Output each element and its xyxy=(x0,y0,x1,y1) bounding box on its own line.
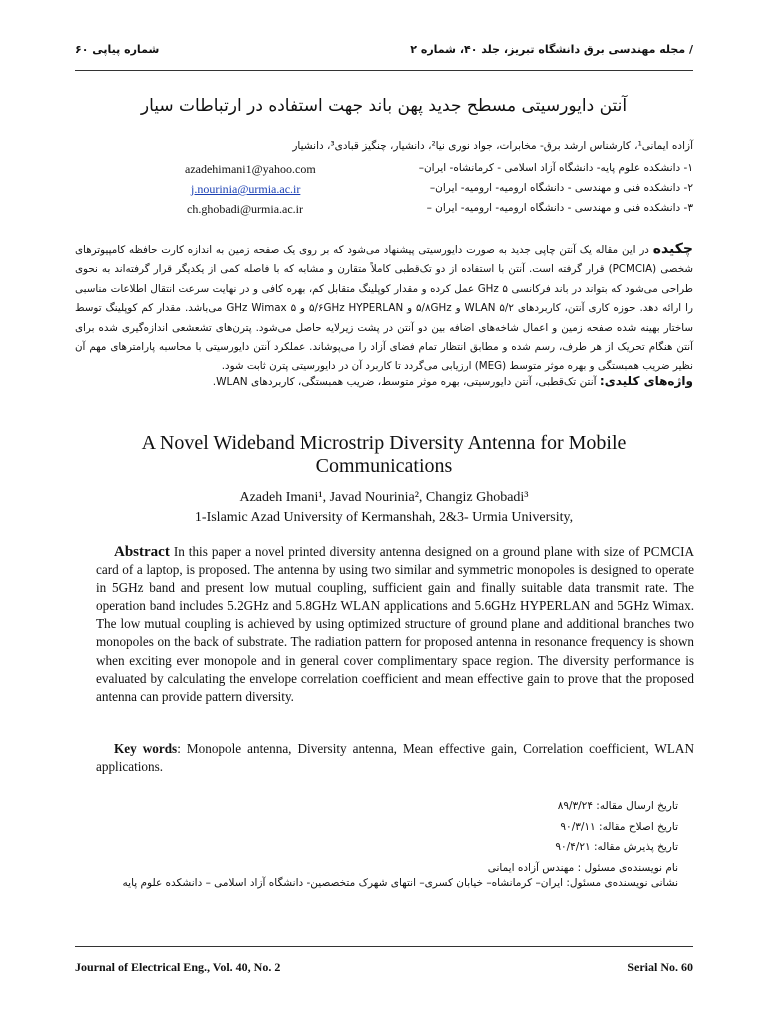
running-footer xyxy=(75,960,693,976)
footer-divider xyxy=(75,946,693,947)
article-dates xyxy=(378,796,678,878)
affiliation-1-text: ۱- دانشکده علوم پایه- دانشگاه آزاد اسلامی - کرمانشاه- ایران– xyxy=(418,162,693,174)
persian-abstract-heading: چکیده xyxy=(652,241,693,257)
persian-abstract xyxy=(75,240,693,377)
header-divider xyxy=(75,70,693,71)
english-abstract-heading: Abstract xyxy=(114,544,170,560)
persian-keywords xyxy=(75,374,693,388)
footer-journal-name: Journal of Electrical Eng., Vol. 40, No. 2 xyxy=(75,960,281,974)
footer-serial-number: Serial No. 60 xyxy=(627,960,693,974)
english-affiliation: 1-Islamic Azad University of Kermanshah, 2&3- Urmia University, xyxy=(194,510,574,525)
running-header xyxy=(75,43,693,59)
english-keywords-body: : Monopole antenna, Diversity antenna, Mean effective gain, Correlation coefficient, WLAN applications. xyxy=(96,741,694,774)
persian-title: آنتن دایورسیتی مسطح جدید پهن باند جهت استفاده در ارتباطات سیار xyxy=(140,96,628,116)
persian-keywords-heading: واژه‌های کلیدی: xyxy=(599,374,693,388)
header-serial-number: شماره پیاپی ۶۰ xyxy=(75,43,160,56)
persian-keywords-body: آنتن تک‌قطبی، آنتن دایورسیتی، بهره موثر متوسط، ضریب همبستگی، کاربردهای WLAN. xyxy=(212,376,597,388)
date-submitted: تاریخ ارسال مقاله: ۸۹/۳/۲۴ xyxy=(557,800,678,812)
date-revised: تاریخ اصلاح مقاله: ۹۰/۳/۱۱ xyxy=(560,820,678,833)
english-keywords xyxy=(96,740,694,776)
english-keywords-heading: Key words xyxy=(114,741,178,756)
english-title: A Novel Wideband Microstrip Diversity Antenna for Mobile Communications xyxy=(141,432,627,477)
corresponding-address: نشانی نویسنده‌ی مسئول: ایران– کرمانشاه– خیابان کسری– انتهای شهرک متخصصین- دانشگاه آزاد اسلامی – دانشکده علوم پایه xyxy=(122,877,678,889)
affiliation-3-email[interactable]: ch.ghobadi@urmia.ac.ir xyxy=(187,202,304,216)
affiliation-2-text: ۲- دانشکده فنی و مهندسی - دانشگاه ارومیه- ارومیه- ایران– xyxy=(429,182,693,194)
affiliation-2 xyxy=(75,182,693,198)
affiliation-2-email-link[interactable]: j.nourinia@urmia.ac.ir xyxy=(191,182,301,196)
persian-abstract-body: در این مقاله یک آنتن چاپی جدید به صورت دایورسیتی پیشنهاد می‌شود که بر روی یک صفحه زمین به اندازه کارت حافظه کامپیوترهای شخصی (PCMCIA) قرار گرفته است. آنتن با استفاده از دو تک‌قطبی کاملاً متقارن و مشابه که با فاصله کمی از یکدیگر قرار گرفته‌اند به نحوی طراحی می‌شود که بتواند در باند فرکانسی ۵ GHz عمل کرده و مقدار کوپلینگ متقابل کم، بهره کافی و در نهایت سرعت انتقال اطلاعات مناسبی را ارائه دهد. حوزه کاری آنتن، کاربردهای WLAN ۵/۲ و ۵/۸GHz و ۵/۶GHz HYPERLAN و ۵ GHz Wimax می‌باشد. مقدار کم کوپلینگ توسط ساختار بهینه شده صفحه زمین و اعمال شاخه‌های اضافه بین دو آنتن در پشت زیرلایه حاصل می‌شود. پترن‌های تشعشعی اندازه‌گیری شده برای آنتن هنگام تحریک از هر طرف، رسم شده و مطابق انتظار تمام فضای آزاد را می‌پوشاند. عملکرد آنتن دایورسیتی با محاسبه پارامترهای مهم آن نظیر ضریب همبستگی و بهره موثر متوسط (MEG) ارزیابی می‌گردد تا کاربرد آن در دایورسیتی پترن ثابت شود. xyxy=(75,244,694,373)
persian-authors: آزاده ایمانی¹، کارشناس ارشد برق- مخابرات، جواد نوری نیا²، دانشیار، چنگیز قبادی³، دانشیار xyxy=(292,140,693,152)
corresponding-author: نام نویسنده‌ی مسئول : مهندس آزاده ایمانی xyxy=(487,861,678,874)
english-authors: Azadeh Imani¹, Javad Nourinia², Changiz Ghobadi³ xyxy=(239,490,529,505)
english-abstract-body: In this paper a novel printed diversity antenna designed on a ground plane with size of PCMCIA card of a laptop, is proposed. The antenna by using two similar and symmetric monopoles is designed to operate in 5GHz band and present low mutual coupling, sufficient gain and finally suitable data transmit rate. The operation band includes 5.2GHz and 5.8GHz WLAN applications and 5.6GHz HYPERLAN and 5GHz Wimax. The low mutual coupling is achieved by using optimized structure of ground plane and additional branches two monopoles on the back of substrate. The radiation pattern for proposed antenna in resonance frequency is shown when exciting ever monopole and in general cover complimentary space region. The diversity performance is evaluated by calculating the envelope correlation coefficient and mean effective gain to prove that the proposed antenna can provide pattern diversity. xyxy=(96,544,695,704)
affiliation-1-email[interactable]: azadehimani1@yahoo.com xyxy=(185,162,316,176)
header-journal-name: / مجله مهندسی برق دانشگاه تبریز، جلد ۴۰، شماره ۲ xyxy=(410,43,693,56)
affiliation-1 xyxy=(75,162,693,178)
affiliation-3 xyxy=(75,202,693,218)
english-abstract xyxy=(96,543,694,706)
date-accepted: تاریخ پذیرش مقاله: ۹۰/۴/۲۱ xyxy=(555,841,678,853)
affiliation-3-text: ۳- دانشکده فنی و مهندسی - دانشگاه ارومیه- ارومیه- ایران – xyxy=(426,202,693,214)
